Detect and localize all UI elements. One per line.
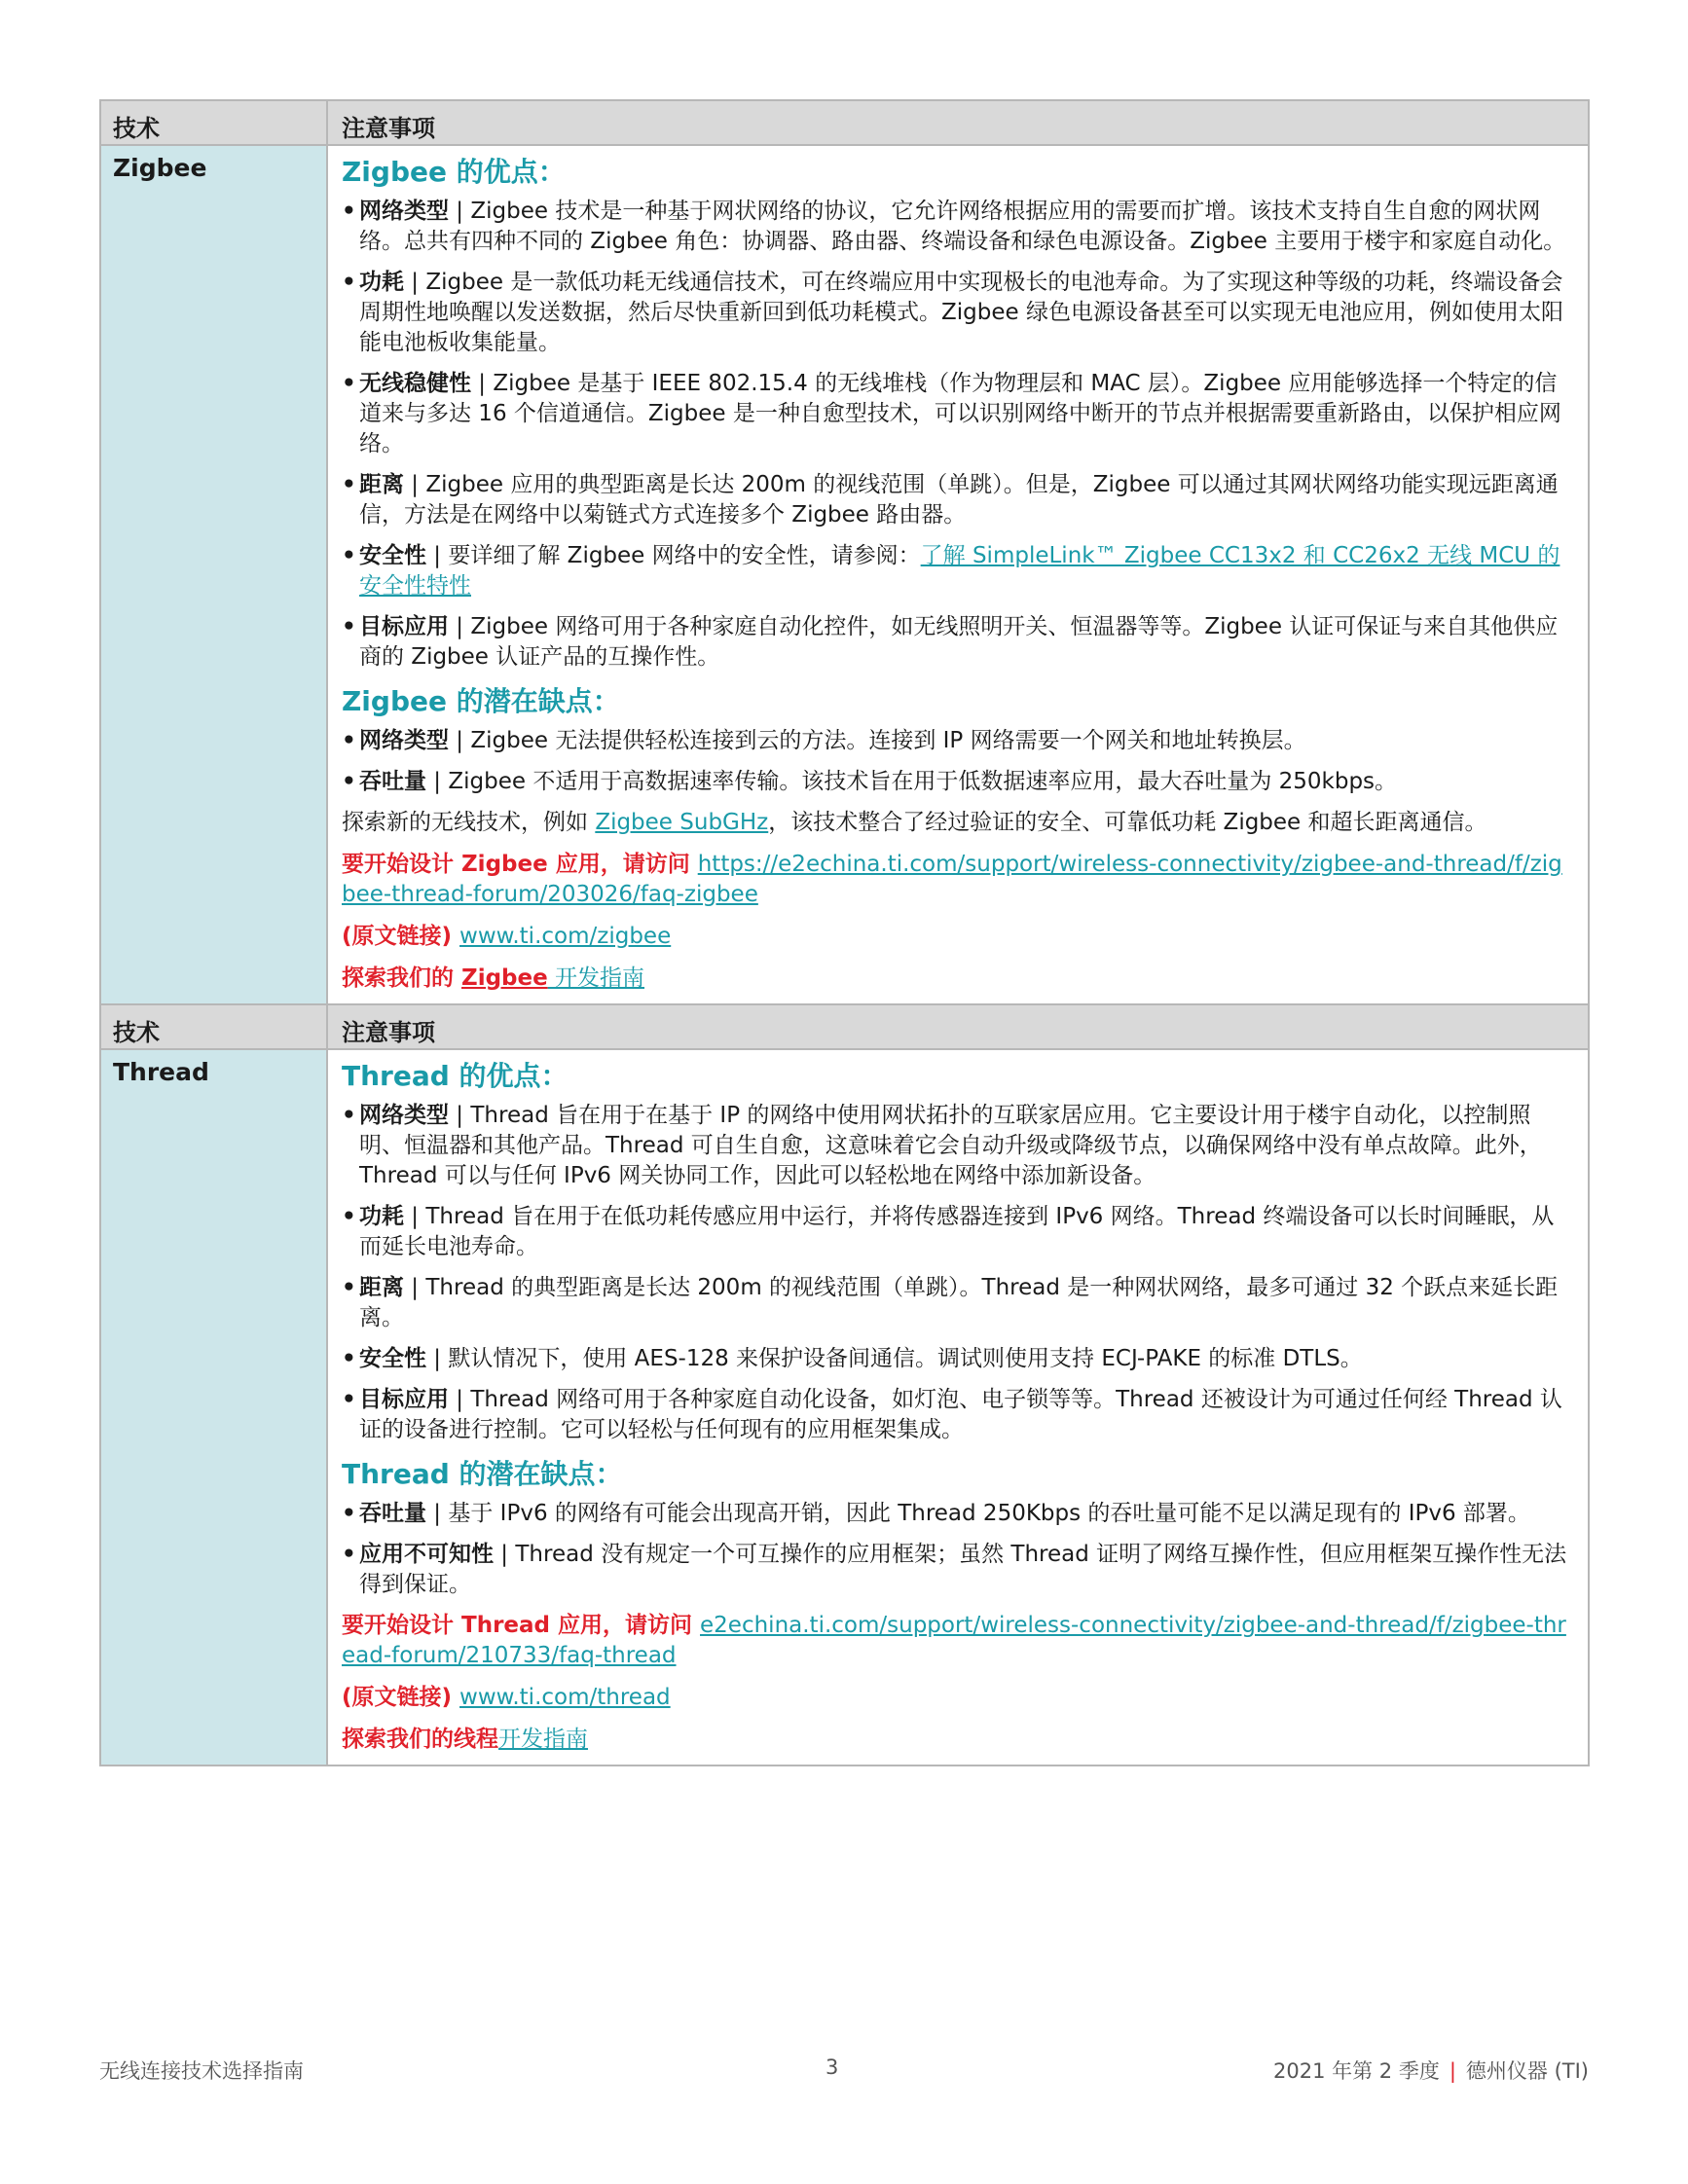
item-label: 应用不可知性 (359, 1542, 494, 1567)
footer-company: 德州仪器 (TI) (1465, 2059, 1589, 2083)
zigbee-orig-link[interactable]: www.ti.com/zigbee (459, 924, 672, 949)
zigbee-pros-list (342, 197, 1572, 673)
item-text: | Thread 的典型距离是长达 200m 的视线范围（单跳）。Thread 是一种网状网络，最多可通过 32 个跃点来延长距离。 (359, 1275, 1559, 1330)
subghz-link[interactable]: Zigbee SubGHz (595, 810, 769, 835)
item-text: | Thread 没有规定一个可互操作的应用框架；虽然 Thread 证明了网络互操作性，但应用框架互操作性无法得到保证。 (359, 1542, 1567, 1597)
thread-cons-title: Thread 的潜在缺点： (342, 1458, 623, 1490)
thread-faq-link[interactable]: e2echina.ti.com/support/wireless-connectivity/zigbee-and-thread/f/zigbee-thread-forum/210733/faq-thread (342, 1613, 1566, 1668)
item-label: 距离 (359, 1275, 404, 1300)
list-item (342, 369, 1572, 459)
thread-orig-link[interactable]: www.ti.com/thread (459, 1685, 671, 1710)
item-label: 网络类型 (359, 1103, 449, 1128)
item-text: | Zigbee 是基于 IEEE 802.15.4 的无线堆栈（作为物理层和 MAC 层）。Zigbee 应用能够选择一个特定的信道来与多达 16 个信道通信。Zigbee 是一种自愈型技术，可以识别网络中断开的节点并根据需要重新路由，以保护相应网络。 (359, 371, 1561, 456)
zigbee-cons-list (342, 726, 1572, 797)
list-item (342, 726, 1572, 756)
list-item (342, 1273, 1572, 1333)
table-header (101, 101, 1588, 146)
item-text: | Zigbee 应用的典型距离是长达 200m 的视线范围（单跳）。但是，Zigbee 可以通过其网状网络功能实现远距离通信，方法是在网络中以菊链式方式连接多个 Zigbee 路由器。 (359, 472, 1559, 528)
footer-right (1273, 2056, 1589, 2085)
item-text: | 要详细了解 Zigbee 网络中的安全性，请参阅： (426, 543, 921, 568)
list-item (342, 1499, 1572, 1529)
item-label: 吞吐量 (359, 769, 426, 794)
thread-pros-list (342, 1101, 1572, 1445)
list-item (342, 612, 1572, 673)
footer-separator: | (1449, 2059, 1456, 2083)
header-notes: 注意事项 (342, 1019, 435, 1046)
thread-body (328, 1050, 1588, 1765)
thread-name: Thread (101, 1050, 328, 1765)
list-item (342, 268, 1572, 358)
zigbee-faq-link[interactable]: https://e2echina.ti.com/support/wireless-connectivity/zigbee-and-thread/f/zigbee-thread-forum/203026/faq-zigbee (342, 852, 1562, 907)
item-text: | Zigbee 技术是一种基于网状网络的协议，它允许网络根据应用的需要而扩增。该技术支持自生自愈的网状网络。总共有四种不同的 Zigbee 角色：协调器、路由器、终端设备和绿色电源设备。Zigbee 主要用于楼宇和家庭自动化。 (359, 199, 1566, 254)
item-label: 安全性 (359, 543, 426, 568)
list-item (342, 1344, 1572, 1374)
list-item (342, 197, 1572, 257)
zigbee-name: Zigbee (101, 146, 328, 1003)
security-link[interactable]: 了解 SimpleLink™ Zigbee CC13x2 和 CC26x2 无线 MCU 的安全性特性 (359, 543, 1560, 599)
list-item (342, 767, 1572, 797)
item-label: 无线稳健性 (359, 371, 471, 396)
item-label: 目标应用 (359, 614, 449, 639)
list-item (342, 1540, 1572, 1600)
list-item (342, 541, 1572, 601)
guide-label: 探索我们的线程 (342, 1727, 498, 1752)
item-text: | Zigbee 是一款低功耗无线通信技术，可在终端应用中实现极长的电池寿命。为了实现这种等级的功耗，终端设备会周期性地唤醒以发送数据，然后尽快重新回到低功耗模式。Zigbee 绿色电源设备甚至可以实现无电池应用，例如使用太阳能电池板收集能量。 (359, 270, 1563, 355)
zigbee-explore (342, 808, 1572, 838)
header-notes: 注意事项 (342, 115, 435, 142)
item-label: 吞吐量 (359, 1501, 426, 1526)
orig-label: (原文链接) (342, 924, 460, 949)
item-label: 网络类型 (359, 199, 449, 224)
header-tech: 技术 (101, 1005, 328, 1048)
explore-pre: 探索新的无线技术，例如 (342, 810, 596, 835)
thread-start (342, 1611, 1572, 1671)
thread-guide-link[interactable]: 开发指南 (498, 1727, 588, 1752)
footer-left: 无线连接技术选择指南 (99, 2059, 304, 2083)
start-label: 要开始设计 Thread 应用，请访问 (342, 1613, 701, 1638)
zigbee-pros-title: Zigbee 的优点： (342, 156, 566, 188)
zigbee-body (328, 146, 1588, 1003)
thread-row (101, 1050, 1588, 1765)
zigbee-orig (342, 922, 1572, 952)
item-text: | Thread 旨在用于在基于 IP 的网络中使用网状拓扑的互联家居应用。它主要设计用于楼宇自动化，以控制照明、恒温器和其他产品。Thread 可自生自愈，这意味着它会自动升级或降级节点，以确保网络中没有单点故障。此外，Thread 可以与任何 IPv6 网关协同工作，因此可以轻松地在网络中添加新设备。 (359, 1103, 1542, 1188)
list-item (342, 1202, 1572, 1262)
item-text: | Thread 网络可用于各种家庭自动化设备，如灯泡、电子锁等等。Thread 还被设计为可通过任何经 Thread 认证的设备进行控制。它可以轻松与任何现有的应用框架集成。 (359, 1387, 1562, 1442)
header-tech: 技术 (101, 101, 328, 144)
thread-pros-title: Thread 的优点： (342, 1060, 569, 1092)
page-number: 3 (826, 2056, 839, 2079)
list-item (342, 470, 1572, 530)
thread-orig (342, 1683, 1572, 1713)
zigbee-cons-title: Zigbee 的潜在缺点： (342, 685, 620, 717)
guide-label: 探索我们的 (342, 965, 462, 991)
item-label: 功耗 (359, 1204, 404, 1229)
item-label: 目标应用 (359, 1387, 449, 1412)
item-text: | Zigbee 网络可用于各种家庭自动化控件，如无线照明开关、恒温器等等。Zigbee 认证可保证与来自其他供应商的 Zigbee 认证产品的互操作性。 (359, 614, 1559, 670)
zigbee-guide-link[interactable]: 开发指南 (547, 965, 645, 991)
tech-table (99, 99, 1590, 1766)
zigbee-row (101, 146, 1588, 1003)
item-label: 距离 (359, 472, 404, 497)
start-label: 要开始设计 Zigbee 应用，请访问 (342, 852, 698, 877)
explore-post: ，该技术整合了经过验证的安全、可靠低功耗 Zigbee 和超长距离通信。 (768, 810, 1487, 835)
item-label: 功耗 (359, 270, 404, 295)
item-text: | Zigbee 不适用于高数据速率传输。该技术旨在用于低数据速率应用，最大吞吐量为 250kbps。 (426, 769, 1398, 794)
table-header (101, 1003, 1588, 1050)
zigbee-guide (342, 964, 1572, 994)
list-item (342, 1101, 1572, 1191)
item-label: 安全性 (359, 1346, 426, 1371)
zigbee-guide-name[interactable]: Zigbee (461, 965, 548, 991)
orig-label: (原文链接) (342, 1685, 460, 1710)
thread-guide (342, 1725, 1572, 1755)
footer-date: 2021 年第 2 季度 (1272, 2059, 1440, 2083)
item-text: | 基于 IPv6 的网络有可能会出现高开销，因此 Thread 250Kbps 的吞吐量可能不足以满足现有的 IPv6 部署。 (426, 1501, 1530, 1526)
item-text: | Thread 旨在用于在低功耗传感应用中运行，并将传感器连接到 IPv6 网络。Thread 终端设备可以长时间睡眠，从而延长电池寿命。 (359, 1204, 1555, 1259)
item-text: | Zigbee 无法提供轻松连接到云的方法。连接到 IP 网络需要一个网关和地址转换层。 (449, 728, 1306, 753)
list-item (342, 1385, 1572, 1445)
item-label: 网络类型 (359, 728, 449, 753)
thread-cons-list (342, 1499, 1572, 1600)
zigbee-start (342, 850, 1572, 910)
item-text: | 默认情况下，使用 AES-128 来保护设备间通信。调试则使用支持 ECJ-PAKE 的标准 DTLS。 (426, 1346, 1363, 1371)
